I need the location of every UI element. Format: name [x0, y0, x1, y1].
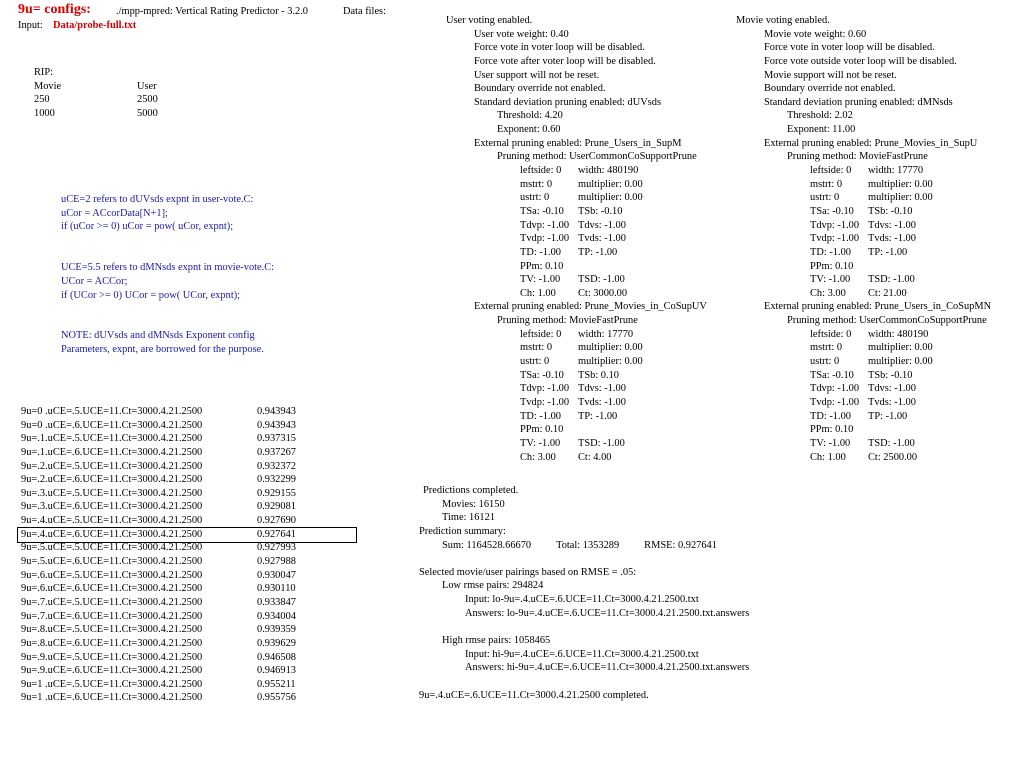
- result-rmse: 0.933847: [257, 596, 296, 608]
- result-rmse: 0.946913: [257, 665, 296, 677]
- movie-exponent: Exponent: 11.00: [787, 124, 856, 136]
- param-left: Tdvp: -1.00: [520, 383, 570, 395]
- result-row: [21, 500, 361, 514]
- pruning-param-row: [446, 328, 707, 342]
- pruning-param-row: [446, 451, 707, 465]
- param-right: multiplier: 0.00: [578, 192, 643, 204]
- pruning-param-row: [446, 191, 707, 205]
- rmse-value: RMSE: 0.927641: [644, 539, 717, 551]
- result-config-name: 9u=.3.uCE=.6.UCE=11.Ct=3000.4.21.2500: [21, 501, 203, 513]
- param-left: Tdvp: -1.00: [810, 383, 860, 395]
- movie-ext-pruning-2-title: External pruning enabled: Prune_Users_in_CoSupMN: [764, 301, 992, 313]
- result-rmse: 0.929155: [257, 487, 296, 499]
- pruning-param-row: [446, 232, 707, 246]
- param-left: Tdvp: -1.00: [810, 219, 860, 231]
- result-row: [21, 569, 361, 583]
- result-rmse: 0.943943: [257, 419, 296, 431]
- param-left: TSa: -0.10: [520, 205, 564, 217]
- data-files-label: Data files:: [343, 6, 386, 17]
- param-right: width: 17770: [578, 328, 634, 340]
- result-row: [21, 541, 361, 555]
- low-rmse-pairs: Low rmse pairs: 294824: [442, 580, 544, 592]
- result-rmse: 0.939629: [257, 637, 296, 649]
- param-right: TSD: -1.00: [578, 437, 625, 449]
- param-left: ustrt: 0: [520, 356, 550, 368]
- result-config-name: 9u=.1.uCE=.5.UCE=11.Ct=3000.4.21.2500: [21, 433, 203, 445]
- param-right: TP: -1.00: [868, 410, 908, 422]
- param-left: TD: -1.00: [810, 246, 851, 258]
- param-right: Tvds: -1.00: [868, 233, 916, 245]
- user-force-after-loop: Force vote after voter loop will be disabled.: [474, 55, 656, 67]
- result-rmse: 0.955211: [257, 678, 296, 690]
- param-left: TV: -1.00: [810, 274, 851, 286]
- note-line: if (UCor >= 0) UCor = pow( UCor, expnt);: [61, 289, 241, 301]
- result-row: [21, 419, 361, 433]
- pruning-param-row: [446, 437, 707, 451]
- result-config-name: 9u=1 .uCE=.5.UCE=11.Ct=3000.4.21.2500: [21, 678, 203, 690]
- pruning-param-row: [446, 410, 707, 424]
- rip-cell: 5000: [137, 107, 158, 119]
- result-config-name: 9u=.6.uCE=.5.UCE=11.Ct=3000.4.21.2500: [21, 569, 203, 581]
- user-exponent: Exponent: 0.60: [497, 124, 561, 136]
- param-right: TSD: -1.00: [868, 437, 915, 449]
- result-config-name: 9u=.7.uCE=.5.UCE=11.Ct=3000.4.21.2500: [21, 596, 203, 608]
- pruning-param-row: [446, 260, 707, 274]
- param-left: ustrt: 0: [810, 192, 840, 204]
- result-row: [21, 623, 361, 637]
- pruning-param-row: [736, 219, 991, 233]
- result-rmse: 0.927690: [257, 515, 296, 527]
- param-left: Tvdp: -1.00: [810, 233, 860, 245]
- time-value: Time: 16121: [442, 512, 496, 524]
- movie-threshold: Threshold: 2.02: [787, 110, 853, 122]
- result-row: [21, 651, 361, 665]
- pruning-param-row: [736, 423, 991, 437]
- result-row: [21, 555, 361, 569]
- pruning-param-row: [736, 437, 991, 451]
- param-right: multiplier: 0.00: [868, 356, 933, 368]
- user-ext-pruning-2-title: External pruning enabled: Prune_Movies_in_CoSupUV: [474, 301, 707, 313]
- result-config-name: 9u=.2.uCE=.6.UCE=11.Ct=3000.4.21.2500: [21, 474, 203, 486]
- param-left: Ch: 1.00: [810, 451, 846, 463]
- param-left: ustrt: 0: [810, 356, 840, 368]
- param-left: mstrt: 0: [520, 342, 553, 354]
- result-rmse: 0.930047: [257, 569, 296, 581]
- result-rmse: 0.937267: [257, 446, 296, 458]
- movie-ext-pruning-1-method: Pruning method: MovieFastPrune: [787, 151, 928, 163]
- prediction-summary-label: Prediction summary:: [419, 525, 506, 537]
- pruning-param-row: [736, 341, 991, 355]
- result-row: [21, 405, 361, 419]
- movie-support-reset: Movie support will not be reset.: [764, 69, 897, 81]
- result-row: [21, 610, 361, 624]
- param-left: TD: -1.00: [810, 410, 851, 422]
- note-line: if (uCor >= 0) uCor = pow( uCor, expnt);: [61, 221, 234, 233]
- movie-sd-pruning: Standard deviation pruning enabled: dMNsds: [764, 96, 953, 108]
- pruning-param-row: [736, 287, 991, 301]
- pruning-param-row: [446, 355, 707, 369]
- config-title: 9u= configs:: [18, 2, 91, 17]
- param-left: leftside: 0: [810, 328, 852, 340]
- user-ext-pruning-2-method: Pruning method: MovieFastPrune: [497, 315, 638, 327]
- movie-force-in-loop: Force vote in voter loop will be disabled.: [764, 42, 935, 54]
- pruning-param-row: [736, 382, 991, 396]
- rip-header-row: [34, 80, 158, 94]
- result-rmse: 0.939359: [257, 624, 296, 636]
- user-vote-weight: User vote weight: 0.40: [474, 28, 569, 40]
- result-rmse: 0.932299: [257, 474, 296, 486]
- pruning-param-row: [446, 164, 707, 178]
- param-right: width: 17770: [868, 165, 924, 177]
- movie-vote-weight: Movie vote weight: 0.60: [764, 28, 867, 40]
- notes-area: [61, 193, 274, 384]
- pruning-param-row: [736, 191, 991, 205]
- pruning-param-row: [736, 369, 991, 383]
- movies-count: Movies: 16150: [442, 498, 505, 510]
- note-line: uCor = ACcorData[N+1];: [61, 207, 168, 219]
- result-rmse: 0.930110: [257, 583, 296, 595]
- result-row: [21, 432, 361, 446]
- high-answers-file: Answers: hi-9u=.4.uCE=.6.UCE=11.Ct=3000.4.21.2500.txt.answers: [465, 662, 750, 674]
- input-label: Input:: [18, 20, 43, 31]
- result-config-name: 9u=.5.uCE=.6.UCE=11.Ct=3000.4.21.2500: [21, 556, 203, 568]
- pruning-param-row: [446, 219, 707, 233]
- param-right: Tvds: -1.00: [578, 233, 626, 245]
- exponent-config-note: [61, 329, 274, 356]
- movie-voting-column: [736, 14, 991, 464]
- param-left: Tdvp: -1.00: [520, 219, 570, 231]
- param-right: Ct: 3000.00: [578, 287, 628, 299]
- param-right: Ct: 2500.00: [868, 451, 918, 463]
- pruning-param-row: [736, 328, 991, 342]
- input-file-path: Data/probe-full.txt: [53, 20, 137, 31]
- param-right: TSD: -1.00: [578, 274, 625, 286]
- movie-ext1-params: [736, 164, 991, 300]
- pruning-param-row: [446, 396, 707, 410]
- selected-pairings: Selected movie/user pairings based on RMSE = .05:: [419, 566, 637, 578]
- user-ext1-params: [446, 164, 707, 300]
- result-config-name: 9u=.6.uCE=.6.UCE=11.Ct=3000.4.21.2500: [21, 583, 203, 595]
- param-left: Ch: 1.00: [520, 287, 556, 299]
- param-right: TP: -1.00: [578, 410, 618, 422]
- pruning-param-row: [446, 246, 707, 260]
- movie-ext2-params: [736, 328, 991, 464]
- param-left: Tvdp: -1.00: [520, 233, 570, 245]
- rip-header-movie: Movie: [34, 80, 62, 92]
- result-config-name: 9u=.3.uCE=.5.UCE=11.Ct=3000.4.21.2500: [21, 487, 203, 499]
- pruning-param-row: [736, 246, 991, 260]
- result-row: [21, 664, 361, 678]
- rip-row: [34, 107, 158, 121]
- program-name: ./mpp-mpred: Vertical Rating Predictor - 3.2.0: [116, 6, 308, 17]
- pruning-param-row: [736, 273, 991, 287]
- result-rmse: 0.932372: [257, 460, 296, 472]
- movie-voting-title: Movie voting enabled.: [736, 15, 830, 26]
- result-config-name: 9u=.2.uCE=.5.UCE=11.Ct=3000.4.21.2500: [21, 460, 203, 472]
- result-rmse: 0.927641: [257, 528, 296, 540]
- pruning-param-row: [736, 178, 991, 192]
- result-config-name: 9u=.4.uCE=.5.UCE=11.Ct=3000.4.21.2500: [21, 515, 203, 527]
- user-ext-pruning-1-title: External pruning enabled: Prune_Users_in_SupM: [474, 137, 682, 149]
- pruning-param-row: [446, 341, 707, 355]
- pruning-param-row: [736, 260, 991, 274]
- param-left: leftside: 0: [520, 328, 562, 340]
- param-left: mstrt: 0: [520, 178, 553, 190]
- result-config-name: 9u=.9.uCE=.5.UCE=11.Ct=3000.4.21.2500: [21, 651, 203, 663]
- movie-boundary-override: Boundary override not enabled.: [764, 83, 896, 95]
- param-left: leftside: 0: [520, 165, 562, 177]
- result-row: [21, 691, 361, 705]
- result-config-name: 9u=.7.uCE=.6.UCE=11.Ct=3000.4.21.2500: [21, 610, 203, 622]
- param-right: Tdvs: -1.00: [868, 219, 916, 231]
- param-right: TSb: -0.10: [868, 369, 913, 381]
- user-force-in-loop: Force vote in voter loop will be disabled.: [474, 42, 645, 54]
- param-right: multiplier: 0.00: [578, 356, 643, 368]
- param-right: Tdvs: -1.00: [578, 383, 626, 395]
- param-left: mstrt: 0: [810, 342, 843, 354]
- run-completed: 9u=.4.uCE=.6.UCE=11.Ct=3000.4.21.2500 completed.: [419, 689, 649, 701]
- param-left: Ch: 3.00: [810, 287, 846, 299]
- user-sd-pruning: Standard deviation pruning enabled: dUVsds: [474, 96, 661, 108]
- movie-exponent-note: [61, 261, 274, 302]
- rip-table: [34, 66, 158, 121]
- result-row: [21, 637, 361, 651]
- param-right: width: 480190: [868, 328, 929, 340]
- result-config-name: 9u=.5.uCE=.5.UCE=11.Ct=3000.4.21.2500: [21, 542, 203, 554]
- high-rmse-pairs: High rmse pairs: 1058465: [442, 635, 551, 647]
- rip-row: [34, 93, 158, 107]
- low-answers-file: Answers: lo-9u=.4.uCE=.6.UCE=11.Ct=3000.4.21.2500.txt.answers: [465, 607, 750, 619]
- result-row: [21, 460, 361, 474]
- movie-force-outside-loop: Force vote outside voter loop will be disabled.: [764, 55, 957, 67]
- movie-ext-pruning-2-method: Pruning method: UserCommonCoSupportPrune: [787, 315, 987, 327]
- param-right: multiplier: 0.00: [578, 342, 643, 354]
- param-left: leftside: 0: [810, 165, 852, 177]
- user-boundary-override: Boundary override not enabled.: [474, 83, 606, 95]
- param-right: Ct: 4.00: [578, 451, 612, 463]
- user-voting-title: User voting enabled.: [446, 15, 533, 26]
- result-rmse: 0.934004: [257, 610, 296, 622]
- note-line: uCE=2 refers to dUVsds expnt in user-vote.C:: [61, 194, 254, 205]
- param-left: PPm: 0.10: [810, 424, 854, 436]
- pruning-param-row: [736, 355, 991, 369]
- user-threshold: Threshold: 4.20: [497, 110, 563, 122]
- note-line: UCE=5.5 refers to dMNsds expnt in movie-vote.C:: [61, 262, 275, 274]
- prediction-summary: [419, 484, 749, 702]
- param-left: TV: -1.00: [520, 437, 561, 449]
- result-row: [21, 678, 361, 692]
- result-config-name: 9u=.4.uCE=.6.UCE=11.Ct=3000.4.21.2500: [21, 528, 203, 540]
- pruning-param-row: [446, 205, 707, 219]
- param-right: Tvds: -1.00: [578, 396, 626, 408]
- param-right: Tdvs: -1.00: [578, 219, 626, 231]
- result-config-name: 9u=0 .uCE=.6.UCE=11.Ct=3000.4.21.2500: [21, 419, 203, 431]
- pruning-param-row: [446, 369, 707, 383]
- param-right: TP: -1.00: [578, 246, 618, 258]
- pruning-param-row: [736, 205, 991, 219]
- result-row: [21, 514, 361, 528]
- result-row: [21, 582, 361, 596]
- pruning-param-row: [446, 423, 707, 437]
- param-left: TSa: -0.10: [810, 205, 854, 217]
- result-config-name: 9u=.8.uCE=.6.UCE=11.Ct=3000.4.21.2500: [21, 637, 203, 649]
- result-config-name: 9u=.9.uCE=.6.UCE=11.Ct=3000.4.21.2500: [21, 665, 203, 677]
- result-config-name: 9u=0 .uCE=.5.UCE=11.Ct=3000.4.21.2500: [21, 406, 203, 417]
- note-line: NOTE: dUVsds and dMNsds Exponent config: [61, 330, 255, 342]
- result-config-name: 9u=1 .uCE=.6.UCE=11.Ct=3000.4.21.2500: [21, 692, 203, 704]
- param-right: Tvds: -1.00: [868, 396, 916, 408]
- param-left: TSa: -0.10: [520, 369, 564, 381]
- param-left: PPm: 0.10: [810, 260, 854, 272]
- rip-header-user: User: [137, 80, 157, 92]
- result-rmse: 0.927988: [257, 556, 296, 568]
- result-rmse: 0.929081: [257, 501, 296, 513]
- best-result-highlight-box: [17, 527, 357, 543]
- user-voting-column: [446, 14, 707, 464]
- param-right: TSb: -0.10: [868, 205, 913, 217]
- param-right: TSD: -1.00: [868, 274, 915, 286]
- note-line: UCor = ACCor;: [61, 275, 128, 287]
- pruning-param-row: [446, 273, 707, 287]
- result-config-name: 9u=.8.uCE=.5.UCE=11.Ct=3000.4.21.2500: [21, 624, 203, 636]
- pruning-param-row: [736, 410, 991, 424]
- rip-label: RIP:: [34, 67, 54, 78]
- param-left: Tvdp: -1.00: [520, 396, 570, 408]
- summary-totals: [419, 539, 749, 553]
- param-left: TSa: -0.10: [810, 369, 854, 381]
- param-right: TSb: -0.10: [578, 205, 623, 217]
- sum-value: Sum: 1164528.66670: [442, 539, 532, 551]
- param-left: ustrt: 0: [520, 192, 550, 204]
- param-right: width: 480190: [578, 165, 639, 177]
- param-left: PPm: 0.10: [520, 260, 564, 272]
- param-right: Tdvs: -1.00: [868, 383, 916, 395]
- param-left: Tvdp: -1.00: [810, 396, 860, 408]
- param-left: PPm: 0.10: [520, 424, 564, 436]
- user-ext2-params: [446, 328, 707, 464]
- param-left: TV: -1.00: [810, 437, 851, 449]
- param-left: TD: -1.00: [520, 410, 561, 422]
- pruning-param-row: [736, 232, 991, 246]
- total-value: Total: 1353289: [556, 539, 620, 551]
- result-row: [21, 596, 361, 610]
- param-right: Ct: 21.00: [868, 287, 907, 299]
- pruning-param-row: [736, 164, 991, 178]
- high-input-file: Input: hi-9u=.4.uCE=.6.UCE=11.Ct=3000.4.21.2500.txt: [465, 648, 699, 660]
- param-left: TD: -1.00: [520, 246, 561, 258]
- param-right: TP: -1.00: [868, 246, 908, 258]
- note-line: Parameters, expnt, are borrowed for the purpose.: [61, 344, 264, 356]
- param-left: Ch: 3.00: [520, 451, 556, 463]
- param-left: mstrt: 0: [810, 178, 843, 190]
- pruning-param-row: [736, 396, 991, 410]
- low-input-file: Input: lo-9u=.4.uCE=.6.UCE=11.Ct=3000.4.21.2500.txt: [465, 594, 699, 606]
- predictions-completed: Predictions completed.: [423, 485, 519, 496]
- pruning-param-row: [736, 451, 991, 465]
- result-rmse: 0.955756: [257, 692, 296, 704]
- user-exponent-note: [61, 193, 274, 234]
- pruning-param-row: [446, 287, 707, 301]
- rip-cell: 2500: [137, 94, 158, 106]
- result-row: [21, 487, 361, 501]
- pruning-param-row: [446, 178, 707, 192]
- movie-ext-pruning-1-title: External pruning enabled: Prune_Movies_in_SupU: [764, 137, 978, 149]
- result-config-name: 9u=.1.uCE=.6.UCE=11.Ct=3000.4.21.2500: [21, 446, 203, 458]
- result-rmse: 0.943943: [257, 406, 296, 417]
- param-right: multiplier: 0.00: [868, 192, 933, 204]
- param-right: TSb: 0.10: [578, 369, 619, 381]
- rip-cell: 1000: [34, 107, 55, 119]
- param-right: multiplier: 0.00: [868, 342, 933, 354]
- result-row: [21, 473, 361, 487]
- result-rmse: 0.927993: [257, 542, 296, 554]
- results-list: [21, 405, 361, 705]
- result-rmse: 0.946508: [257, 651, 296, 663]
- user-ext-pruning-1-method: Pruning method: UserCommonCoSupportPrune: [497, 151, 697, 163]
- param-right: multiplier: 0.00: [868, 178, 933, 190]
- param-right: multiplier: 0.00: [578, 178, 643, 190]
- pruning-param-row: [446, 382, 707, 396]
- result-rmse: 0.937315: [257, 433, 296, 445]
- rip-cell: 250: [34, 94, 50, 106]
- param-left: TV: -1.00: [520, 274, 561, 286]
- user-support-reset: User support will not be reset.: [474, 69, 600, 81]
- result-row: [21, 446, 361, 460]
